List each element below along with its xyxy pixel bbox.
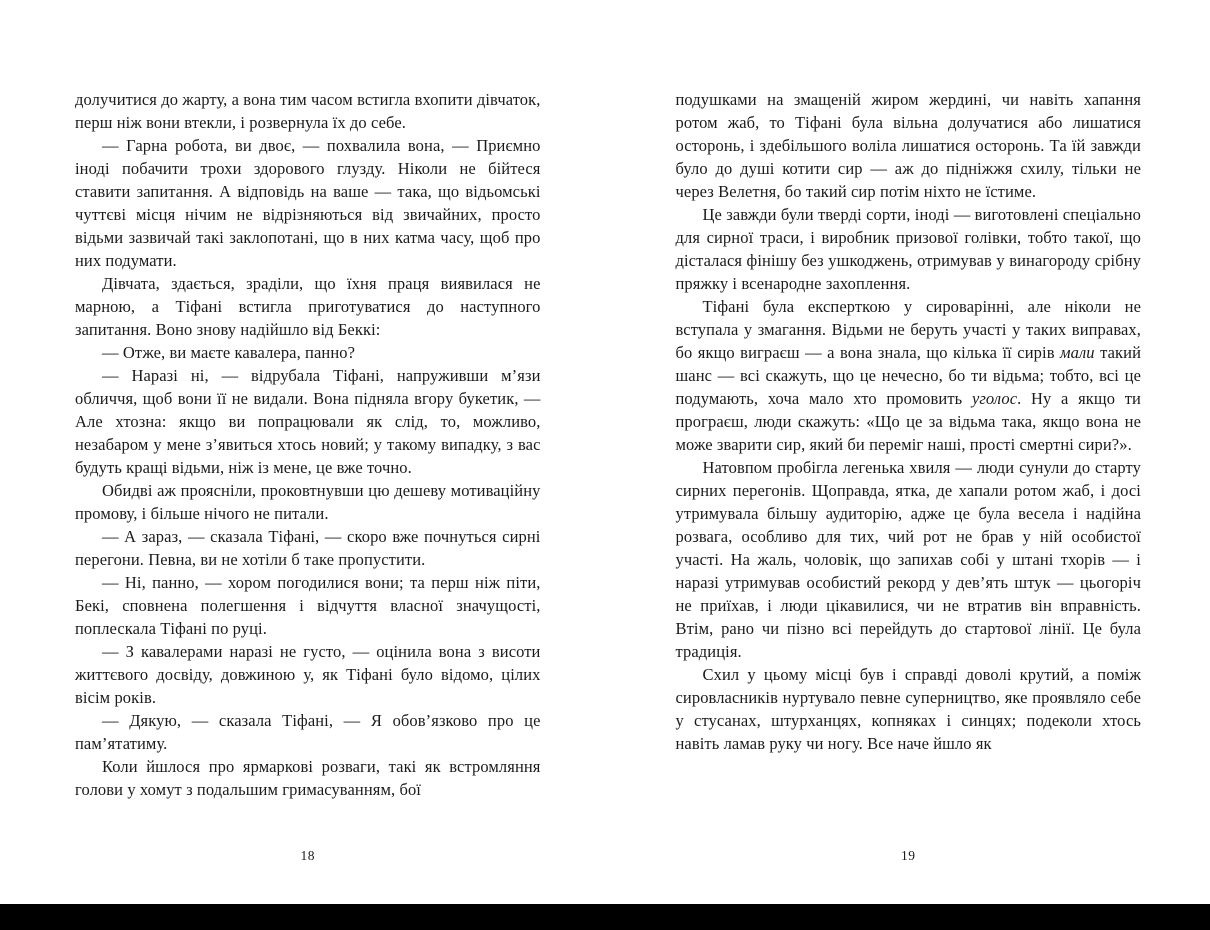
paragraph: Натовпом пробігла легенька хвиля — люди сунули до старту сирних перегонів. Щоправда, ятка, де хапали ротом жаб, і досі утримувала більшу аудиторію, адже це була весела і надійна розвага, особливо для тих, чий рот не брав у ній особистої участі. На жаль, чоловік, що запихав собі у штані тхорів — і наразі утримував особистий рекорд у дев’ять штук — цьогоріч не приїхав, і люди цікавилися, чи не втратив він вправність. Втім, рано чи пізно всі перейдуть до стартової лінії. Це була традиція. [675, 458, 1141, 661]
bottom-black-bar [0, 904, 1210, 930]
paragraph: — Наразі ні, — відрубала Тіфані, напруживши м’язи обличчя, щоб вони її не видали. Вона підняла вгору букетик, — Але хтозна: якщо ви попрацювали як слід, то, можливо, незабаром у мене з’явиться хтось новий; у такому випадку, з вас будуть кращі відьми, ніж із мене, це вже точно. [75, 366, 541, 477]
page-right [675, 88, 1142, 863]
paragraph: — А зараз, — сказала Тіфані, — скоро вже почнуться сирні перегони. Певна, ви не хотіли б таке пропустити. [75, 527, 541, 569]
paragraph: — Гарна робота, ви двоє, — похвалила вона, — Приємно іноді побачити трохи здорового глузду. Ніколи не бійтеся ставити запитання. А відповідь на ваше — така, що відьомські чуттєві місця нічим не відрізняються від звичайних, просто відьми зазвичай такі заклопотані, що в них катма часу, щоб про них подумати. [75, 136, 541, 270]
paragraph: — Отже, ви маєте кавалера, панно? [102, 343, 356, 362]
paragraph: Це завжди були тверді сорти, іноді — виготовлені спеціально для сирної траси, і виробник призової голівки, тобто такої, що дісталася фінішу без ушкоджень, отримував у винагороду срібну пряжку і всенародне захоплення. [675, 205, 1141, 293]
paragraph: подушками на змащеній жиром жердині, чи навіть хапання ротом жаб, то Тіфані була вільна долучатися або лишатися осторонь, і здебільшого воліла лишатися осторонь. Та їй завжди було до душі котити сир — аж до підніжжя схилу, тільки не через Велетня, бо такий сир потім ніхто не їстиме. [675, 90, 1141, 201]
italic-word: уголос [971, 389, 1018, 408]
page-right-text [676, 88, 1142, 755]
paragraph: — Дякую, — сказала Тіфані, — Я обов’язково про це пам’ятатиму. [75, 711, 541, 753]
paragraph: Обидві аж проясніли, проковтнувши цю дешеву мотиваційну промову, і більше нічого не питали. [75, 481, 541, 523]
paragraph-segment: . Ну а якщо ти програєш, люди скажуть: «Що це за відьма така, якщо вона не може зварити сир, який би переміг наші, прості смертні сири?». [675, 389, 1141, 454]
paragraph: — З кавалерами наразі не густо, — оцінила вона з висоти життєвого досвіду, довжиною у, як Тіфані було відомо, цілих вісім років. [75, 642, 541, 707]
paragraph: Схил у цьому місці був і справді доволі крутий, а поміж сировласників нуртувало певне суперництво, яке проявляло себе у стусанах, штурханцях, копняках і синцях; подеколи хтось навіть ламав руку чи ногу. Все наче йшло як [675, 665, 1141, 753]
paragraph: Коли йшлося про ярмаркові розваги, такі як встромляння голови у хомут з подальшим гримасуванням, бої [75, 757, 541, 799]
page-number-right: 19 [901, 848, 916, 863]
paragraph-segment: такий шанс — всі скажуть, що це нечесно, бо ти відьма; тобто, всі це подумають, хоча мало хто промовить [675, 343, 1142, 408]
paragraph: долучитися до жарту, а вона тим часом встигла вхопити дівчаток, перш ніж вони втекли, і розвернула їх до себе. [75, 90, 541, 132]
italic-word: мали [1060, 343, 1095, 362]
paragraph [676, 295, 1142, 456]
page-left-text [75, 88, 541, 801]
page-left [75, 88, 541, 863]
paragraph: Дівчата, здається, зраділи, що їхня праця виявилася не марною, а Тіфані встигла приготуватися до наступного запитання. Воно знову надійшло від Беккі: [75, 274, 541, 339]
paragraph: — Ні, панно, — хором погодилися вони; та перш ніж піти, Бекі, сповнена полегшення і відчуття власної значущості, поплескала Тіфані по руці. [75, 573, 541, 638]
page-number-left: 18 [300, 848, 315, 863]
paragraph-segment: Тіфані була експерткою у сироварінні, але ніколи не вступала у змагання. Відьми не беруть участі у таких виправах, бо якщо виграєш — а вона знала, що кілька її сирів [675, 297, 1141, 362]
